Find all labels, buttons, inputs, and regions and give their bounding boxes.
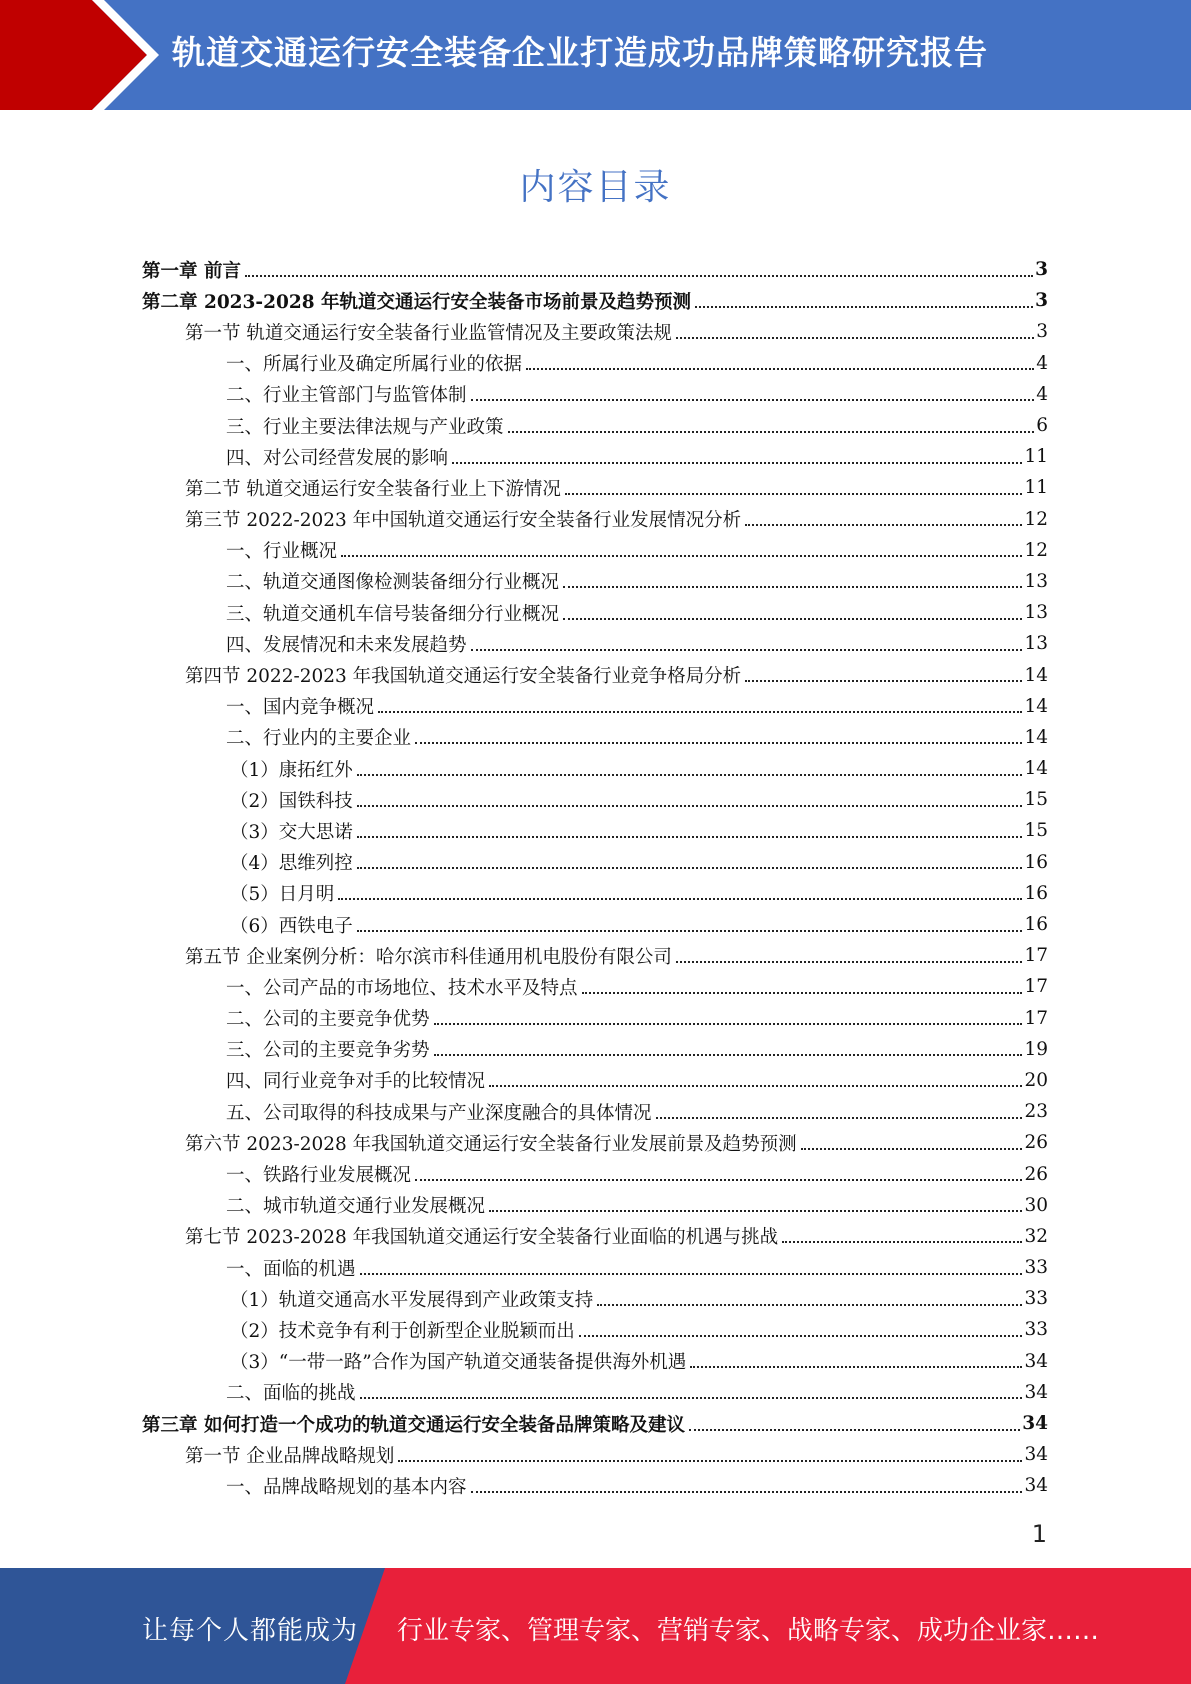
toc-entry[interactable]	[142, 1439, 1048, 1470]
toc-heading: 内容目录	[519, 167, 672, 208]
toc-entry-page: 34	[1024, 1381, 1048, 1403]
toc-entry-page: 12	[1024, 539, 1048, 561]
toc-entry-page: 17	[1024, 1007, 1048, 1029]
toc-leader-dots	[471, 631, 1023, 651]
toc-leader-dots	[360, 1379, 1023, 1399]
toc-entry-page: 33	[1024, 1257, 1048, 1279]
toc-entry-title: 第三节 2022-2023 年中国轨道交通运行安全装备行业发展情况分析	[185, 510, 742, 532]
toc-leader-dots	[563, 600, 1022, 620]
toc-entry-title: 第五节 企业案例分析：哈尔滨市科佳通用机电股份有限公司	[185, 946, 672, 968]
header-red-arrow	[0, 0, 147, 110]
toc-entry-page: 16	[1024, 851, 1048, 873]
toc-entry[interactable]	[142, 597, 1048, 628]
toc-entry[interactable]	[142, 254, 1048, 285]
toc-entry[interactable]	[142, 566, 1048, 597]
toc-leader-dots	[489, 1067, 1022, 1087]
toc-entry-title: 三、轨道交通机车信号装备细分行业概况	[226, 603, 560, 625]
toc-leader-dots	[415, 1161, 1022, 1181]
toc-entry[interactable]	[142, 722, 1048, 753]
toc-entry[interactable]	[142, 1377, 1048, 1408]
toc-leader-dots	[360, 1255, 1023, 1275]
toc-leader-dots	[415, 724, 1022, 744]
toc-entry[interactable]	[142, 316, 1048, 347]
toc-entry-title: 第一节 企业品牌战略规划	[185, 1445, 395, 1467]
toc-entry[interactable]	[142, 1283, 1048, 1314]
toc-entry-page: 17	[1024, 945, 1048, 967]
toc-entry-page: 34	[1024, 1444, 1048, 1466]
toc-entry-page: 15	[1024, 789, 1048, 811]
toc-entry-title: （3）“一带一路”合作为国产轨道交通装备提供海外机遇	[230, 1352, 687, 1374]
toc-entry-page: 11	[1024, 477, 1048, 499]
toc-entry-title: （2）技术竞争有利于创新型企业脱颖而出	[230, 1320, 575, 1342]
toc-entry-title: 四、对公司经营发展的影响	[226, 447, 449, 469]
toc-entry[interactable]	[142, 441, 1048, 472]
toc-entry-title: 一、所属行业及确定所属行业的依据	[226, 354, 523, 376]
toc-leader-dots	[582, 974, 1023, 994]
header-banner	[0, 0, 1191, 110]
toc-entry-page: 30	[1024, 1194, 1048, 1216]
toc-entry-page: 33	[1024, 1288, 1048, 1310]
toc-entry[interactable]	[142, 1127, 1048, 1158]
toc-leader-dots	[434, 1036, 1023, 1056]
toc-entry-title: 一、公司产品的市场地位、技术水平及特点	[226, 977, 578, 999]
toc-entry[interactable]	[142, 1158, 1048, 1189]
toc-entry-title: 二、轨道交通图像检测装备细分行业概况	[226, 572, 560, 594]
toc-entry-page: 3	[1036, 321, 1048, 343]
toc-leader-dots	[452, 444, 1022, 464]
toc-entry-title: 二、行业内的主要企业	[226, 728, 412, 750]
toc-entry[interactable]	[142, 847, 1048, 878]
toc-entry[interactable]	[142, 1470, 1048, 1501]
toc-entry[interactable]	[142, 628, 1048, 659]
toc-entry-page: 34	[1024, 1475, 1048, 1497]
toc-entry-title: （3）交大思诺	[230, 821, 353, 843]
toc-entry[interactable]	[142, 691, 1048, 722]
report-title: 轨道交通运行安全装备企业打造成功品牌策略研究报告	[172, 33, 988, 72]
toc-entry-page: 11	[1024, 446, 1048, 468]
toc-leader-dots	[695, 288, 1033, 308]
toc-entry[interactable]	[142, 1096, 1048, 1127]
toc-entry[interactable]	[142, 285, 1048, 316]
toc-entry-page: 4	[1036, 383, 1048, 405]
toc-leader-dots	[508, 413, 1035, 433]
toc-leader-dots	[801, 1130, 1023, 1150]
toc-entry-page: 15	[1024, 820, 1048, 842]
toc-entry-page: 14	[1024, 664, 1048, 686]
toc-entry-title: 一、品牌战略规划的基本内容	[226, 1476, 467, 1498]
toc-entry-title: （1）康拓红外	[230, 759, 353, 781]
toc-entry[interactable]	[142, 909, 1048, 940]
toc-entry[interactable]	[142, 659, 1048, 690]
toc-leader-dots	[357, 756, 1023, 776]
toc-entry-title: 第二章 2023-2028 年轨道交通运行安全装备市场前景及趋势预测	[142, 291, 692, 313]
toc-entry-page: 6	[1036, 415, 1048, 437]
footer-slogan-left: 让每个人都能成为	[142, 1616, 359, 1646]
toc-entry-page: 34	[1022, 1413, 1048, 1435]
toc-leader-dots	[579, 1317, 1023, 1337]
toc-entry[interactable]	[142, 504, 1048, 535]
toc-entry[interactable]	[142, 971, 1048, 1002]
toc-entry-title: （4）思维列控	[230, 853, 353, 875]
toc-entry-title: （2）国铁科技	[230, 790, 353, 812]
toc-entry-title: 第三章 如何打造一个成功的轨道交通运行安全装备品牌策略及建议	[142, 1414, 685, 1436]
toc-entry-page: 14	[1024, 695, 1048, 717]
toc-leader-dots	[357, 912, 1023, 932]
toc-leader-dots	[471, 1473, 1023, 1493]
toc-entry-page: 20	[1024, 1069, 1048, 1091]
toc-entry[interactable]	[142, 1190, 1048, 1221]
toc-entry-title: 第六节 2023-2028 年我国轨道交通运行安全装备行业发展前景及趋势预测	[185, 1133, 797, 1155]
toc-entry-title: 三、公司的主要竞争劣势	[226, 1040, 430, 1062]
toc-entry-page: 14	[1024, 758, 1048, 780]
toc-leader-dots	[398, 1442, 1022, 1462]
toc-entry-title: （1）轨道交通高水平发展得到产业政策支持	[230, 1289, 594, 1311]
toc-entry-title: 一、面临的机遇	[226, 1258, 356, 1280]
toc-leader-dots	[689, 1411, 1020, 1431]
toc-entry[interactable]	[142, 1408, 1048, 1439]
toc-leader-dots	[745, 662, 1022, 682]
toc-entry-page: 19	[1024, 1038, 1048, 1060]
toc-entry[interactable]	[142, 379, 1048, 410]
toc-entry-page: 16	[1024, 882, 1048, 904]
toc-entry-page: 33	[1024, 1319, 1048, 1341]
toc-entry-title: 一、国内竞争概况	[226, 697, 375, 719]
toc-entry-title: 第七节 2023-2028 年我国轨道交通运行安全装备行业面临的机遇与挑战	[185, 1227, 779, 1249]
toc-leader-dots	[676, 319, 1034, 339]
toc-entry[interactable]	[142, 348, 1048, 379]
toc-entry[interactable]	[142, 1346, 1048, 1377]
table-of-contents	[142, 254, 1048, 1502]
toc-leader-dots	[526, 350, 1034, 370]
toc-entry-title: 二、城市轨道交通行业发展概况	[226, 1196, 486, 1218]
toc-entry[interactable]	[142, 410, 1048, 441]
toc-leader-dots	[782, 1223, 1022, 1243]
toc-leader-dots	[341, 537, 1022, 557]
toc-entry-page: 3	[1035, 259, 1048, 281]
toc-entry-title: 五、公司取得的科技成果与产业深度融合的具体情况	[226, 1102, 652, 1124]
toc-entry-page: 4	[1036, 352, 1048, 374]
toc-entry[interactable]	[142, 784, 1048, 815]
toc-entry[interactable]	[142, 753, 1048, 784]
toc-entry-page: 32	[1024, 1225, 1048, 1247]
footer-slogan-right: 行业专家、管理专家、营销专家、战略专家、成功企业家……	[397, 1616, 1100, 1646]
toc-entry-title: 第一节 轨道交通运行安全装备行业监管情况及主要政策法规	[185, 322, 672, 344]
toc-entry-title: 二、面临的挑战	[226, 1383, 356, 1405]
toc-entry-page: 13	[1024, 602, 1048, 624]
toc-entry[interactable]	[142, 1252, 1048, 1283]
toc-entry-page: 26	[1024, 1163, 1048, 1185]
toc-entry-title: 三、行业主要法律法规与产业政策	[226, 416, 504, 438]
toc-leader-dots	[656, 1099, 1023, 1119]
toc-leader-dots	[690, 1348, 1022, 1368]
toc-entry-title: 第一章 前言	[142, 260, 241, 282]
toc-entry[interactable]	[142, 1221, 1048, 1252]
toc-entry-title: 一、铁路行业发展概况	[226, 1165, 412, 1187]
footer-banner	[0, 1568, 1191, 1684]
toc-entry[interactable]	[142, 1003, 1048, 1034]
toc-entry-page: 23	[1024, 1101, 1048, 1123]
toc-leader-dots	[489, 1192, 1022, 1212]
toc-entry-page: 17	[1024, 976, 1048, 998]
page-number: 1	[1031, 1520, 1047, 1548]
toc-entry[interactable]	[142, 878, 1048, 909]
toc-entry-title: 第二节 轨道交通运行安全装备行业上下游情况	[185, 478, 561, 500]
toc-entry-title: 一、行业概况	[226, 541, 338, 563]
toc-leader-dots	[434, 1005, 1023, 1025]
toc-entry-title: 第四节 2022-2023 年我国轨道交通运行安全装备行业竞争格局分析	[185, 666, 742, 688]
toc-entry-page: 13	[1024, 570, 1048, 592]
toc-entry[interactable]	[142, 1034, 1048, 1065]
toc-leader-dots	[378, 693, 1022, 713]
toc-entry[interactable]	[142, 535, 1048, 566]
toc-leader-dots	[597, 1286, 1022, 1306]
toc-leader-dots	[676, 943, 1023, 963]
toc-entry[interactable]	[142, 472, 1048, 503]
toc-entry[interactable]	[142, 1314, 1048, 1345]
toc-entry-title: 四、发展情况和未来发展趋势	[226, 634, 467, 656]
toc-entry-title: 二、公司的主要竞争优势	[226, 1009, 430, 1031]
toc-leader-dots	[338, 880, 1022, 900]
toc-entry-page: 13	[1024, 633, 1048, 655]
toc-leader-dots	[357, 849, 1023, 869]
toc-entry-title: （5）日月明	[230, 884, 335, 906]
toc-leader-dots	[357, 787, 1023, 807]
toc-leader-dots	[565, 475, 1023, 495]
toc-leader-dots	[245, 257, 1033, 277]
toc-entry-page: 16	[1024, 914, 1048, 936]
toc-leader-dots	[471, 381, 1035, 401]
toc-entry-page: 14	[1024, 726, 1048, 748]
toc-leader-dots	[563, 568, 1022, 588]
toc-leader-dots	[745, 506, 1022, 526]
toc-entry-page: 26	[1024, 1132, 1048, 1154]
toc-entry[interactable]	[142, 940, 1048, 971]
toc-entry-page: 3	[1035, 290, 1048, 312]
toc-entry-page: 34	[1024, 1350, 1048, 1372]
toc-entry-title: 二、行业主管部门与监管体制	[226, 385, 467, 407]
toc-entry[interactable]	[142, 1065, 1048, 1096]
toc-entry-page: 12	[1024, 508, 1048, 530]
toc-leader-dots	[357, 818, 1023, 838]
toc-entry-title: 四、同行业竞争对手的比较情况	[226, 1071, 486, 1093]
toc-entry-title: （6）西铁电子	[230, 915, 353, 937]
toc-entry[interactable]	[142, 815, 1048, 846]
